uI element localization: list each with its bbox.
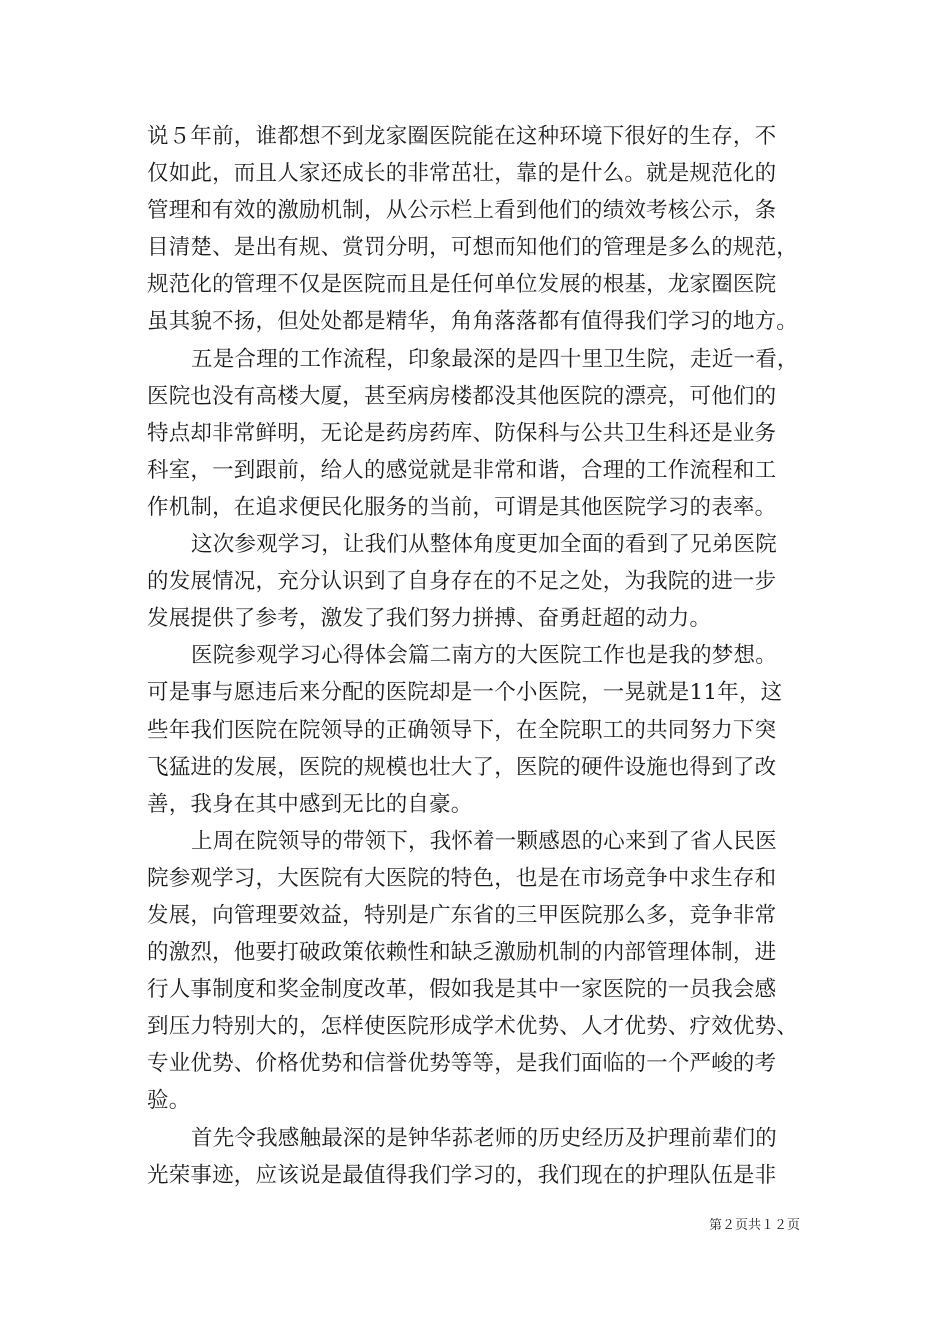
text-line: 院参观学习，大医院有大医院的特色，也是在市场竞争中求生存和 [147, 865, 777, 891]
text-line: 仅如此，而且人家还成长的非常茁壮，靠的是什么。就是规范化的 [147, 161, 777, 187]
text-line: 行人事制度和奖金制度改革，假如我是其中一家医院的一员我会感 [147, 977, 777, 1003]
text-line: 到压力特别大的，怎样使医院形成学术优势、人才优势、疗效优势、 [147, 1014, 799, 1040]
document-body [147, 118, 807, 1194]
text-line: 发展，向管理要效益，特别是广东省的三甲医院那么多，竞争非常 [147, 902, 777, 928]
paragraph-start-line: 这次参观学习，让我们从整体角度更加全面的看到了兄弟医院 [191, 532, 777, 558]
text-line: 管理和有效的激励机制，从公示栏上看到他们的绩效考核公示，条 [147, 198, 777, 224]
text-line: 善，我身在其中感到无比的自豪。 [147, 791, 473, 817]
text-line: 目清楚、是出有规、赏罚分明，可想而知他们的管理是多么的规范， [147, 235, 799, 261]
text-line: 专业优势、价格优势和信誉优势等等，是我们面临的一个严峻的考 [147, 1051, 777, 1077]
text-line: 说５年前，谁都想不到龙家圈医院能在这种环境下很好的生存，不 [147, 124, 777, 149]
text-line: 的发展情况，充分认识到了自身存在的不足之处，为我院的进一步 [147, 569, 777, 595]
paragraph-start-line: 上周在院领导的带领下，我怀着一颗感恩的心来到了省人民医 [191, 828, 777, 854]
text-line: 医院也没有高楼大厦，甚至病房楼都没其他医院的漂亮，可他们的 [147, 383, 777, 409]
text-line: 的激烈，他要打破政策依赖性和缺乏激励机制的内部管理体制，进 [147, 940, 777, 966]
text-line: 飞猛进的发展，医院的规模也壮大了，医院的硬件设施也得到了改 [147, 754, 777, 780]
text-line: 些年我们医院在院领导的正确领导下，在全院职工的共同努力下突 [147, 717, 777, 743]
text-line: 作机制，在追求便民化服务的当前，可谓是其他医院学习的表率。 [147, 494, 777, 520]
text-line: 特点却非常鲜明，无论是药房药库、防保科与公共卫生科还是业务 [147, 420, 777, 446]
text-line: 科室，一到跟前，给人的感觉就是非常和谐，合理的工作流程和工 [147, 457, 777, 483]
paragraph-start-line: 首先令我感触最深的是钟华荪老师的历史经历及护理前辈们的 [191, 1125, 777, 1151]
text-line: 虽其貌不扬，但处处都是精华，角角落落都有值得我们学习的地方。 [147, 309, 799, 335]
paragraph-start-line: 医院参观学习心得体会篇二南方的大医院工作也是我的梦想。 [191, 643, 777, 669]
text-line: 验。 [147, 1088, 191, 1114]
text-line: 可是事与愿违后来分配的医院却是一个小医院，一晃就是11年，这 [147, 680, 783, 706]
text-line: 规范化的管理不仅是医院而且是任何单位发展的根基，龙家圈医院 [147, 272, 777, 298]
page-number-footer: 第２页共１２页 [709, 1218, 801, 1233]
text-line: 发展提供了参考，激发了我们努力拼搏、奋勇赶超的动力。 [147, 606, 712, 632]
text-line: 光荣事迹，应该说是最值得我们学习的，我们现在的护理队伍是非 [147, 1162, 777, 1188]
paragraph-start-line: 五是合理的工作流程，印象最深的是四十里卫生院，走近一看， [191, 346, 799, 372]
